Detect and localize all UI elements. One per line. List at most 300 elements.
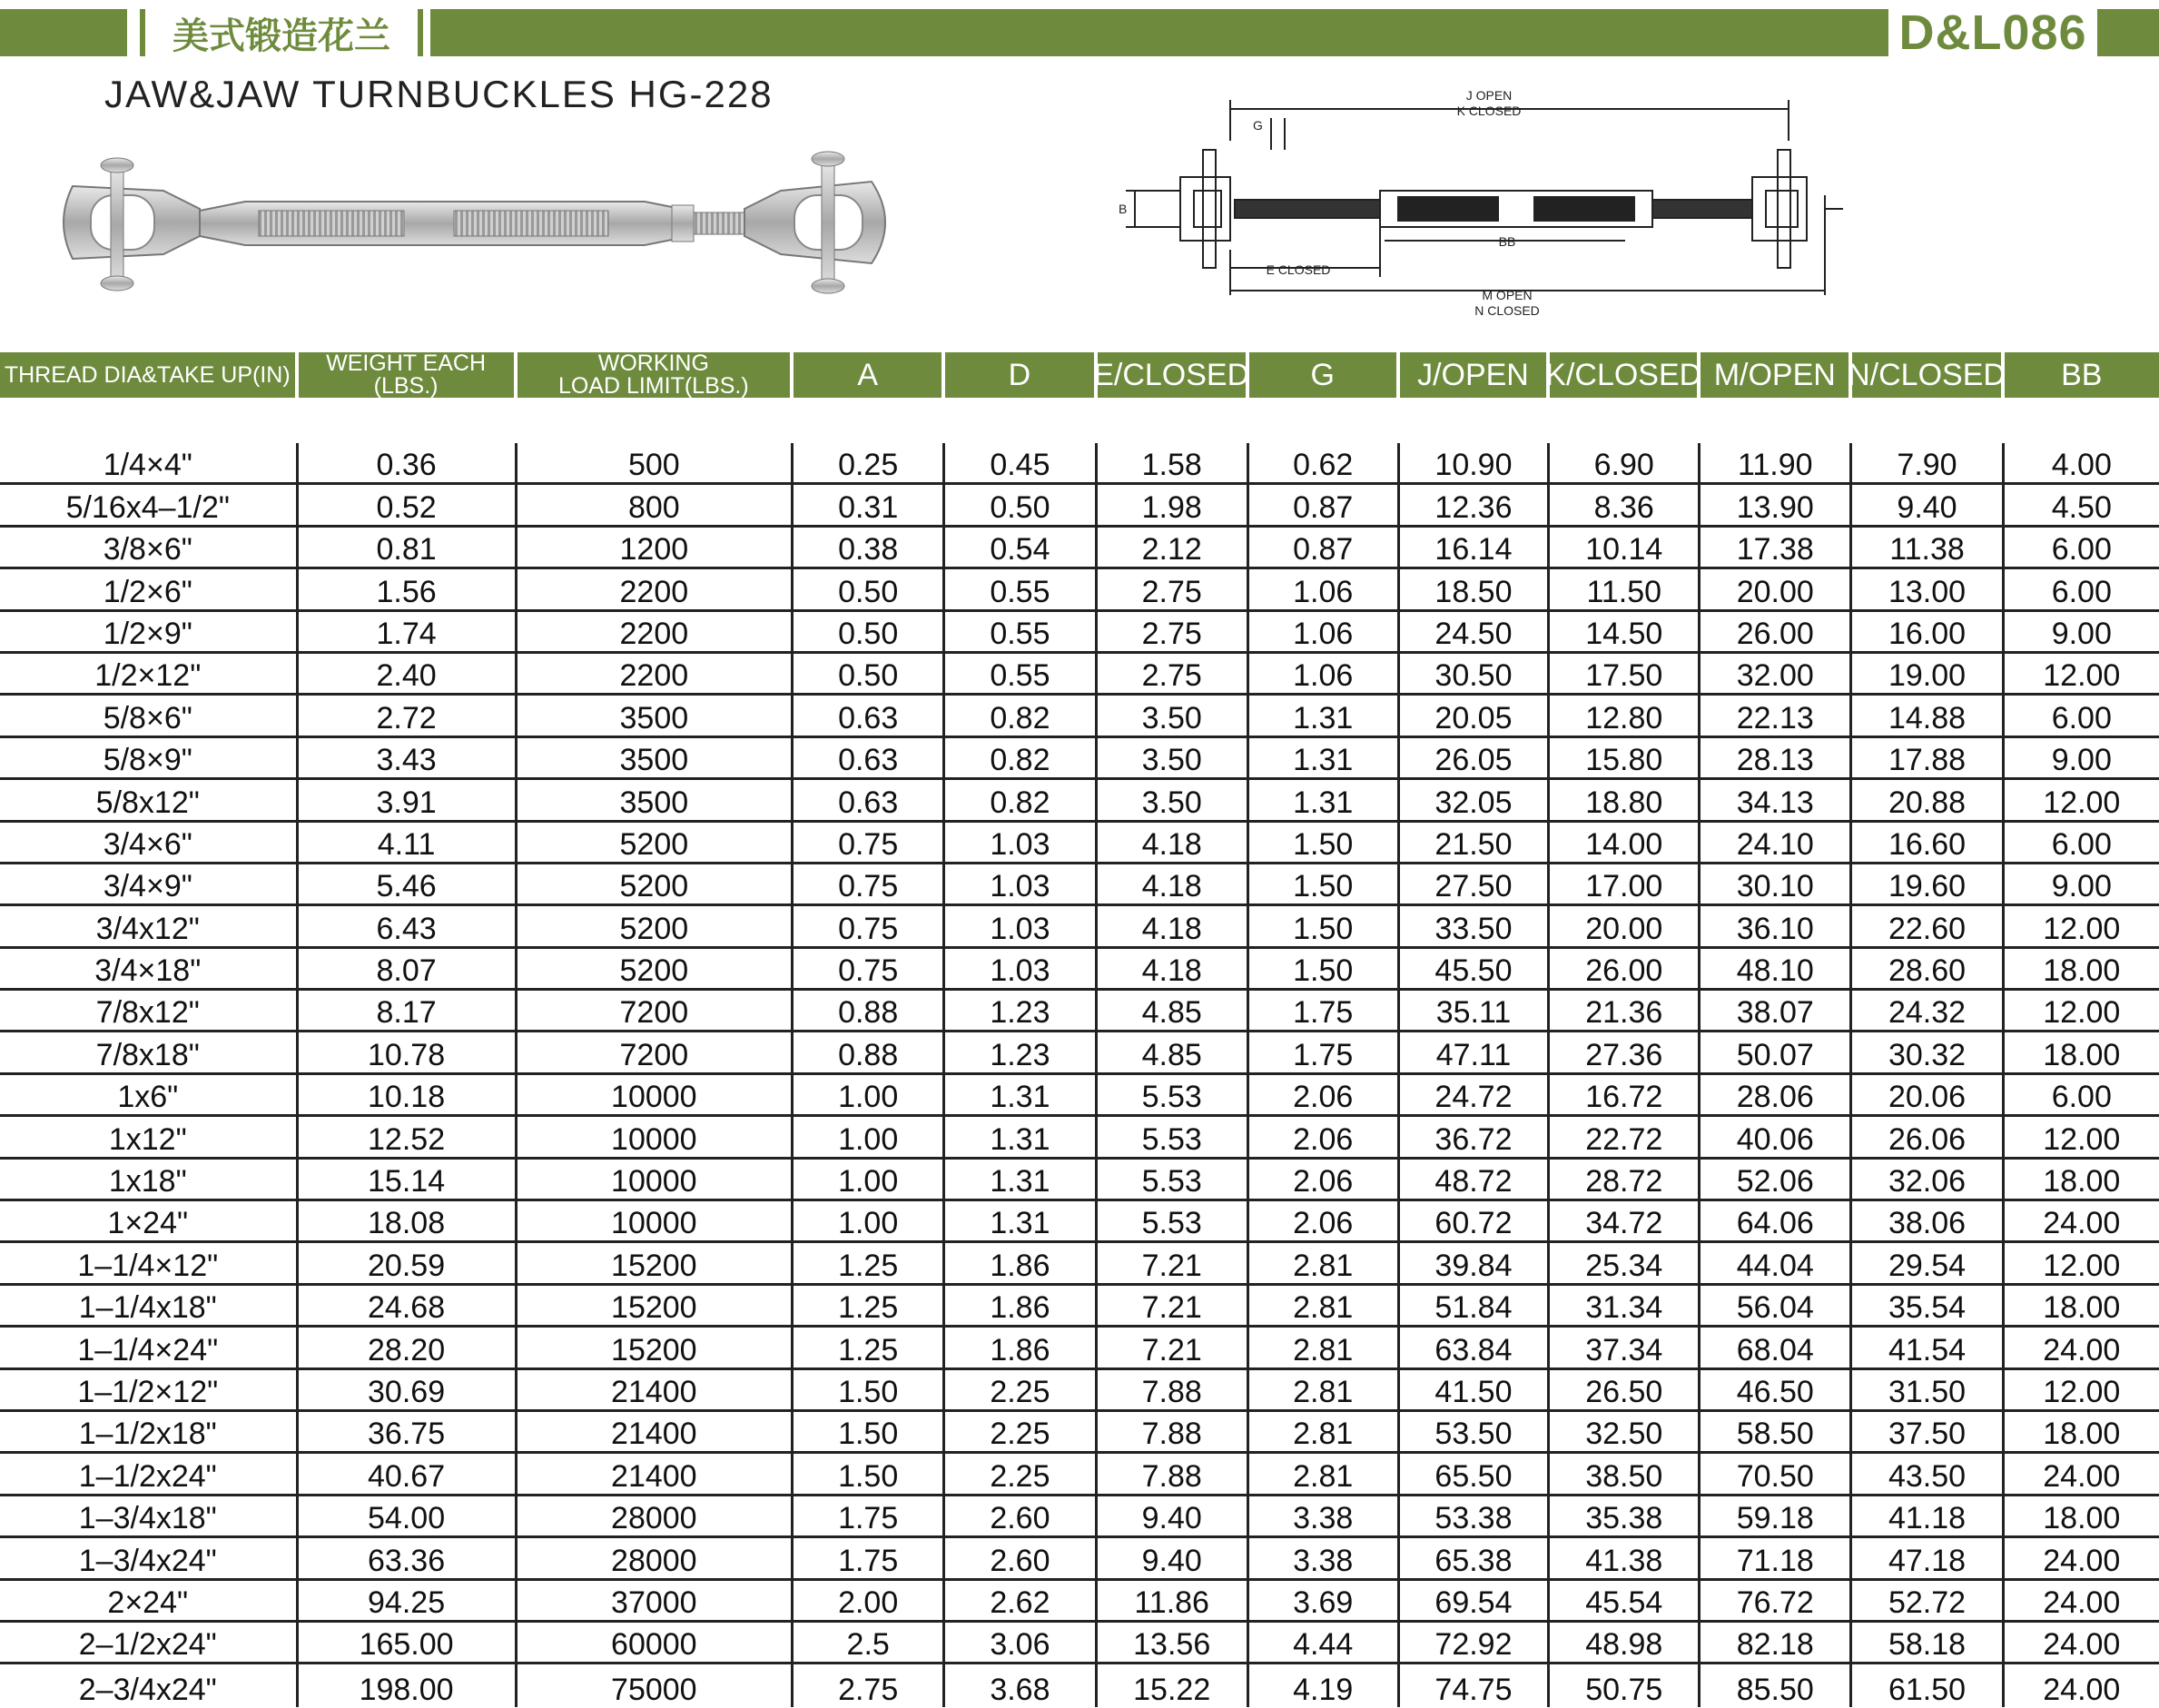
- table-cell: 4.00: [2051, 448, 2112, 483]
- table-cell: 61.50: [1852, 1664, 2004, 1706]
- table-cell: 4.18: [1098, 864, 1249, 903]
- table-cell: 5200: [518, 949, 794, 988]
- table-cell: 37.50: [1852, 1412, 2004, 1451]
- table-cell: 1.06: [1249, 569, 1400, 608]
- table-row: [0, 1160, 2159, 1201]
- table-cell: 1.50: [1249, 823, 1400, 862]
- table-cell: 24.00: [2043, 1543, 2121, 1578]
- table-cell: 76.72: [1701, 1581, 1852, 1620]
- table-cell: 32.06: [1852, 1160, 2004, 1199]
- table-cell: 0.52: [299, 485, 518, 524]
- table-cell: 2.75: [794, 1664, 945, 1706]
- table-cell: 1.00: [794, 1117, 945, 1156]
- table-cell: 0.82: [945, 696, 1097, 735]
- table-cell: 3.38: [1249, 1538, 1400, 1577]
- table-row: [0, 780, 2159, 822]
- table-cell: 18.00: [2043, 1164, 2121, 1200]
- table-cell: 2–3/4x24": [0, 1664, 299, 1706]
- table-cell: 0.75: [794, 823, 945, 862]
- table-cell: 2.06: [1249, 1201, 1400, 1240]
- table-cell: 18.00: [2043, 1290, 2121, 1326]
- table-cell: 11.38: [1852, 528, 2004, 567]
- table-cell: 1/2×9": [0, 612, 299, 651]
- table-cell: 7.88: [1098, 1370, 1249, 1409]
- table-cell: 165.00: [299, 1623, 518, 1662]
- table-cell: 10.90: [1400, 443, 1551, 482]
- table-cell: 10000: [518, 1160, 794, 1199]
- table-cell: 10000: [518, 1117, 794, 1156]
- table-cell: 2.75: [1098, 569, 1249, 608]
- table-cell: 26.06: [1852, 1117, 2004, 1156]
- table-cell: 71.18: [1701, 1538, 1852, 1577]
- table-cell: 20.00: [1550, 906, 1701, 945]
- table-cell: 10.18: [299, 1075, 518, 1114]
- table-cell: 40.67: [299, 1454, 518, 1493]
- table-cell: 12.00: [2043, 1248, 2121, 1283]
- table-cell: 30.69: [299, 1370, 518, 1409]
- table-cell: 0.38: [794, 528, 945, 567]
- table-cell: 5/8×9": [0, 738, 299, 777]
- table-cell: 28.13: [1701, 738, 1852, 777]
- table-row: [0, 696, 2159, 737]
- table-cell: 2.00: [794, 1581, 945, 1620]
- table-cell: 2.62: [945, 1581, 1097, 1620]
- table-cell: 12.80: [1550, 696, 1701, 735]
- table-cell: 2×24": [0, 1581, 299, 1620]
- table-cell: 5.53: [1098, 1117, 1249, 1156]
- table-row: [0, 1243, 2159, 1285]
- table-cell: 0.82: [945, 780, 1097, 819]
- table-cell: 3.50: [1098, 696, 1249, 735]
- table-cell: 26.50: [1550, 1370, 1701, 1409]
- table-cell: 13.00: [1852, 569, 2004, 608]
- table-cell: 48.72: [1400, 1160, 1551, 1199]
- table-cell: 7.21: [1098, 1243, 1249, 1282]
- table-cell: 15.22: [1098, 1664, 1249, 1706]
- label-e-closed: E CLOSED: [1266, 262, 1331, 277]
- table-cell: 22.72: [1550, 1117, 1701, 1156]
- table-cell: 0.88: [794, 1032, 945, 1071]
- table-cell: 32.00: [1701, 654, 1852, 693]
- table-cell: 0.55: [945, 569, 1097, 608]
- table-cell: 1.74: [299, 612, 518, 651]
- table-cell: 1.31: [945, 1117, 1097, 1156]
- table-cell: 58.18: [1852, 1623, 2004, 1662]
- table-row: [0, 443, 2159, 485]
- table-cell: 0.50: [945, 485, 1097, 524]
- table-cell: 63.36: [299, 1538, 518, 1577]
- table-cell: 1.50: [794, 1370, 945, 1409]
- table-cell: 10.78: [299, 1032, 518, 1071]
- table-cell: 21.36: [1550, 991, 1701, 1030]
- table-cell: 41.18: [1852, 1496, 2004, 1535]
- table-row: [0, 1496, 2159, 1538]
- table-cell: 35.54: [1852, 1286, 2004, 1325]
- table-cell: 41.50: [1400, 1370, 1551, 1409]
- table-cell: 2.12: [1098, 528, 1249, 567]
- table-cell: 1–1/2x18": [0, 1412, 299, 1451]
- table-cell: 0.25: [794, 443, 945, 482]
- table-cell: 40.06: [1701, 1117, 1852, 1156]
- table-cell: 2200: [518, 569, 794, 608]
- table-cell: 2.81: [1249, 1286, 1400, 1325]
- table-cell: 7.88: [1098, 1454, 1249, 1493]
- table-header-row: [0, 352, 2159, 398]
- table-cell: 1.03: [945, 906, 1097, 945]
- table-cell: 5.46: [299, 864, 518, 903]
- table-cell: 7.21: [1098, 1286, 1249, 1325]
- table-cell: 0.50: [794, 569, 945, 608]
- table-cell: 44.04: [1701, 1243, 1852, 1282]
- table-cell: 1.31: [945, 1201, 1097, 1240]
- table-cell: 4.50: [2051, 489, 2112, 525]
- table-cell: 24.32: [1852, 991, 2004, 1030]
- table-cell: 0.63: [794, 696, 945, 735]
- table-cell: 37000: [518, 1581, 794, 1620]
- table-cell: 1–1/4x18": [0, 1286, 299, 1325]
- table-cell: 2.81: [1249, 1454, 1400, 1493]
- table-cell: 1–1/2×12": [0, 1370, 299, 1409]
- table-cell: 7200: [518, 1032, 794, 1071]
- table-cell: 75000: [518, 1664, 794, 1706]
- table-cell: 20.06: [1852, 1075, 2004, 1114]
- label-bb: BB: [1498, 234, 1516, 249]
- table-cell: 6.00: [2051, 532, 2112, 568]
- table-cell: 1.86: [945, 1328, 1097, 1367]
- table-row: [0, 1664, 2159, 1706]
- table-cell: 10000: [518, 1075, 794, 1114]
- table-cell: 2.06: [1249, 1160, 1400, 1199]
- table-cell: 16.72: [1550, 1075, 1701, 1114]
- table-cell: 3500: [518, 780, 794, 819]
- table-row: [0, 1328, 2159, 1369]
- table-cell: 50.75: [1550, 1664, 1701, 1706]
- table-cell: 1x12": [0, 1117, 299, 1156]
- table-cell: 14.50: [1550, 612, 1701, 651]
- table-cell: 12.36: [1400, 485, 1551, 524]
- table-cell: 11.90: [1701, 443, 1852, 482]
- table-cell: 25.34: [1550, 1243, 1701, 1282]
- table-cell: 1.03: [945, 823, 1097, 862]
- table-row: [0, 1075, 2159, 1117]
- table-cell: 24.10: [1701, 823, 1852, 862]
- column-header: [299, 352, 518, 398]
- table-cell: 21.50: [1400, 823, 1551, 862]
- table-row: [0, 1412, 2159, 1454]
- table-cell: 3.50: [1098, 780, 1249, 819]
- table-cell: 53.50: [1400, 1412, 1551, 1451]
- table-cell: 24.50: [1400, 612, 1551, 651]
- table-cell: 0.31: [794, 485, 945, 524]
- table-cell: 22.60: [1852, 906, 2004, 945]
- table-cell: 85.50: [1701, 1664, 1852, 1706]
- table-row: [0, 906, 2159, 948]
- table-cell: 6.00: [2051, 700, 2112, 736]
- table-cell: 45.50: [1400, 949, 1551, 988]
- table-cell: 0.87: [1249, 528, 1400, 567]
- table-cell: 1.23: [945, 1032, 1097, 1071]
- table-cell: 5200: [518, 906, 794, 945]
- table-cell: 5.53: [1098, 1201, 1249, 1240]
- table-cell: 16.14: [1400, 528, 1551, 567]
- table-cell: 4.11: [299, 823, 518, 862]
- table-cell: 3/4x12": [0, 906, 299, 945]
- table-cell: 11.86: [1098, 1581, 1249, 1620]
- turnbuckle-photo: [54, 145, 899, 300]
- table-cell: 1/4×4": [0, 443, 299, 482]
- label-j-open: J OPEN: [1465, 88, 1513, 103]
- table-cell: 0.63: [794, 780, 945, 819]
- table-cell: 4.18: [1098, 949, 1249, 988]
- table-cell: 1–1/2x24": [0, 1454, 299, 1493]
- table-cell: 12.00: [2043, 911, 2121, 946]
- table-cell: 3500: [518, 738, 794, 777]
- table-cell: 500: [518, 443, 794, 482]
- table-cell: 8.36: [1550, 485, 1701, 524]
- table-cell: 94.25: [299, 1581, 518, 1620]
- table-cell: 9.40: [1098, 1538, 1249, 1577]
- table-cell: 2.06: [1249, 1075, 1400, 1114]
- table-cell: 15200: [518, 1243, 794, 1282]
- table-cell: 36.75: [299, 1412, 518, 1451]
- table-cell: 1–3/4x18": [0, 1496, 299, 1535]
- table-cell: 39.84: [1400, 1243, 1551, 1282]
- table-row: [0, 1370, 2159, 1412]
- table-cell: 198.00: [299, 1664, 518, 1706]
- table-cell: 56.04: [1701, 1286, 1852, 1325]
- table-cell: 74.75: [1400, 1664, 1551, 1706]
- table-cell: 6.00: [2051, 1080, 2112, 1115]
- table-row: [0, 1581, 2159, 1623]
- banner-accent-stub: [423, 9, 430, 56]
- table-cell: 1×24": [0, 1201, 299, 1240]
- table-cell: 1.75: [794, 1496, 945, 1535]
- table-cell: 3.68: [945, 1664, 1097, 1706]
- table-cell: 2.60: [945, 1538, 1097, 1577]
- table-cell: 0.75: [794, 949, 945, 988]
- table-cell: 43.50: [1852, 1454, 2004, 1493]
- table-cell: 1.31: [1249, 780, 1400, 819]
- table-cell: 30.32: [1852, 1032, 2004, 1071]
- table-cell: 5.53: [1098, 1075, 1249, 1114]
- table-cell: 24.00: [2043, 1627, 2121, 1663]
- table-cell: 36.72: [1400, 1117, 1551, 1156]
- table-cell: 0.75: [794, 864, 945, 903]
- table-cell: 28.06: [1701, 1075, 1852, 1114]
- table-cell: 24.72: [1400, 1075, 1551, 1114]
- table-cell: 15200: [518, 1328, 794, 1367]
- column-header: E/CLOSED: [1098, 352, 1249, 398]
- table-cell: 13.56: [1098, 1623, 1249, 1662]
- table-cell: 47.18: [1852, 1538, 2004, 1577]
- table-cell: 20.59: [299, 1243, 518, 1282]
- table-cell: 1.23: [945, 991, 1097, 1030]
- table-cell: 0.50: [794, 654, 945, 693]
- table-cell: 19.60: [1852, 864, 2004, 903]
- table-cell: 1.50: [1249, 906, 1400, 945]
- table-cell: 1.25: [794, 1328, 945, 1367]
- table-cell: 2–1/2x24": [0, 1623, 299, 1662]
- table-cell: 21400: [518, 1454, 794, 1493]
- table-cell: 4.44: [1249, 1623, 1400, 1662]
- table-cell: 1.03: [945, 949, 1097, 988]
- table-row: [0, 569, 2159, 611]
- table-cell: 3/4×18": [0, 949, 299, 988]
- spec-table: [0, 443, 2159, 1707]
- column-header-line1: WORKING: [597, 350, 709, 376]
- table-cell: 27.36: [1550, 1032, 1701, 1071]
- table-cell: 1.75: [1249, 1032, 1400, 1071]
- table-cell: 4.85: [1098, 991, 1249, 1030]
- table-cell: 12.00: [2043, 1121, 2121, 1157]
- table-cell: 2.81: [1249, 1243, 1400, 1282]
- table-cell: 1.06: [1249, 612, 1400, 651]
- table-cell: 2.25: [945, 1370, 1097, 1409]
- table-cell: 1.75: [1249, 991, 1400, 1030]
- table-cell: 38.06: [1852, 1201, 2004, 1240]
- table-cell: 12.00: [2043, 995, 2121, 1031]
- column-header: G: [1249, 352, 1400, 398]
- table-cell: 1.00: [794, 1160, 945, 1199]
- table-row: [0, 1286, 2159, 1328]
- table-cell: 60000: [518, 1623, 794, 1662]
- table-cell: 4.85: [1098, 1032, 1249, 1071]
- column-header: BB: [2061, 358, 2103, 392]
- table-cell: 18.00: [2043, 953, 2121, 989]
- table-cell: 3/8×6": [0, 528, 299, 567]
- table-cell: 24.00: [2043, 1585, 2121, 1620]
- table-cell: 1.00: [794, 1075, 945, 1114]
- table-cell: 9.00: [2051, 869, 2112, 904]
- table-cell: 800: [518, 485, 794, 524]
- table-cell: 1.50: [1249, 864, 1400, 903]
- table-cell: 51.84: [1400, 1286, 1551, 1325]
- table-cell: 18.08: [299, 1201, 518, 1240]
- table-cell: 59.18: [1701, 1496, 1852, 1535]
- column-header: THREAD DIA&TAKE UP(IN): [0, 352, 299, 398]
- label-m-open: M OPEN: [1482, 288, 1533, 302]
- table-cell: 3/4×6": [0, 823, 299, 862]
- column-header: A: [794, 352, 945, 398]
- table-cell: 1.50: [794, 1412, 945, 1451]
- column-header: M/OPEN: [1701, 352, 1852, 398]
- table-cell: 14.00: [1550, 823, 1701, 862]
- table-cell: 12.52: [299, 1117, 518, 1156]
- table-cell: 14.88: [1852, 696, 2004, 735]
- table-cell: 3/4×9": [0, 864, 299, 903]
- table-cell: 30.10: [1701, 864, 1852, 903]
- table-cell: 0.45: [945, 443, 1097, 482]
- table-cell: 3.50: [1098, 738, 1249, 777]
- table-cell: 60.72: [1400, 1201, 1551, 1240]
- table-cell: 2.25: [945, 1454, 1097, 1493]
- table-cell: 2.81: [1249, 1328, 1400, 1367]
- table-cell: 18.00: [2043, 1037, 2121, 1072]
- table-cell: 21400: [518, 1370, 794, 1409]
- table-cell: 7/8x12": [0, 991, 299, 1030]
- table-cell: 5/8×6": [0, 696, 299, 735]
- table-cell: 58.50: [1701, 1412, 1852, 1451]
- table-cell: 1.50: [1249, 949, 1400, 988]
- table-cell: 72.92: [1400, 1623, 1551, 1662]
- table-cell: 7.88: [1098, 1412, 1249, 1451]
- table-cell: 28000: [518, 1538, 794, 1577]
- table-cell: 2.75: [1098, 612, 1249, 651]
- table-row: [0, 738, 2159, 780]
- table-cell: 54.00: [299, 1496, 518, 1535]
- table-cell: 24.00: [2043, 1672, 2121, 1707]
- table-cell: 1.31: [945, 1075, 1097, 1114]
- table-cell: 22.13: [1701, 696, 1852, 735]
- table-cell: 5200: [518, 864, 794, 903]
- table-row: [0, 1623, 2159, 1664]
- table-cell: 9.00: [2051, 743, 2112, 778]
- table-cell: 45.54: [1550, 1581, 1701, 1620]
- dimension-drawing: [1117, 86, 1843, 322]
- table-cell: 1.50: [794, 1454, 945, 1493]
- table-cell: 0.82: [945, 738, 1097, 777]
- table-cell: 50.07: [1701, 1032, 1852, 1071]
- table-cell: 17.00: [1550, 864, 1701, 903]
- table-cell: 26.00: [1550, 949, 1701, 988]
- table-cell: 9.00: [2051, 616, 2112, 651]
- table-row: [0, 864, 2159, 906]
- table-cell: 28.72: [1550, 1160, 1701, 1199]
- table-row: [0, 1032, 2159, 1074]
- table-cell: 19.00: [1852, 654, 2004, 693]
- table-cell: 1.58: [1098, 443, 1249, 482]
- table-cell: 28000: [518, 1496, 794, 1535]
- table-cell: 15200: [518, 1286, 794, 1325]
- table-cell: 41.54: [1852, 1328, 2004, 1367]
- table-cell: 1/2×12": [0, 654, 299, 693]
- column-header: [518, 352, 794, 398]
- table-cell: 17.50: [1550, 654, 1701, 693]
- table-cell: 31.50: [1852, 1370, 2004, 1409]
- table-row: [0, 823, 2159, 864]
- table-cell: 2.5: [794, 1623, 945, 1662]
- table-cell: 6.90: [1550, 443, 1701, 482]
- column-header-line2: (LBS.): [373, 373, 439, 399]
- table-cell: 1x18": [0, 1160, 299, 1199]
- table-cell: 2.06: [1249, 1117, 1400, 1156]
- table-cell: 13.90: [1701, 485, 1852, 524]
- table-cell: 3500: [518, 696, 794, 735]
- table-cell: 10000: [518, 1201, 794, 1240]
- table-row: [0, 1538, 2159, 1580]
- table-cell: 7/8x18": [0, 1032, 299, 1071]
- table-cell: 34.13: [1701, 780, 1852, 819]
- table-cell: 8.07: [299, 949, 518, 988]
- table-cell: 2200: [518, 612, 794, 651]
- table-cell: 18.00: [2043, 1417, 2121, 1452]
- table-cell: 1.56: [299, 569, 518, 608]
- table-cell: 68.04: [1701, 1328, 1852, 1367]
- table-cell: 4.18: [1098, 906, 1249, 945]
- table-cell: 1–1/4×12": [0, 1243, 299, 1282]
- table-cell: 12.00: [2043, 1374, 2121, 1409]
- column-header: J/OPEN: [1400, 352, 1551, 398]
- table-cell: 0.62: [1249, 443, 1400, 482]
- table-cell: 35.38: [1550, 1496, 1701, 1535]
- table-cell: 28.20: [299, 1328, 518, 1367]
- table-cell: 0.50: [794, 612, 945, 651]
- table-cell: 21400: [518, 1412, 794, 1451]
- table-cell: 0.87: [1249, 485, 1400, 524]
- table-cell: 17.88: [1852, 738, 2004, 777]
- table-cell: 15.80: [1550, 738, 1701, 777]
- table-cell: 4.18: [1098, 823, 1249, 862]
